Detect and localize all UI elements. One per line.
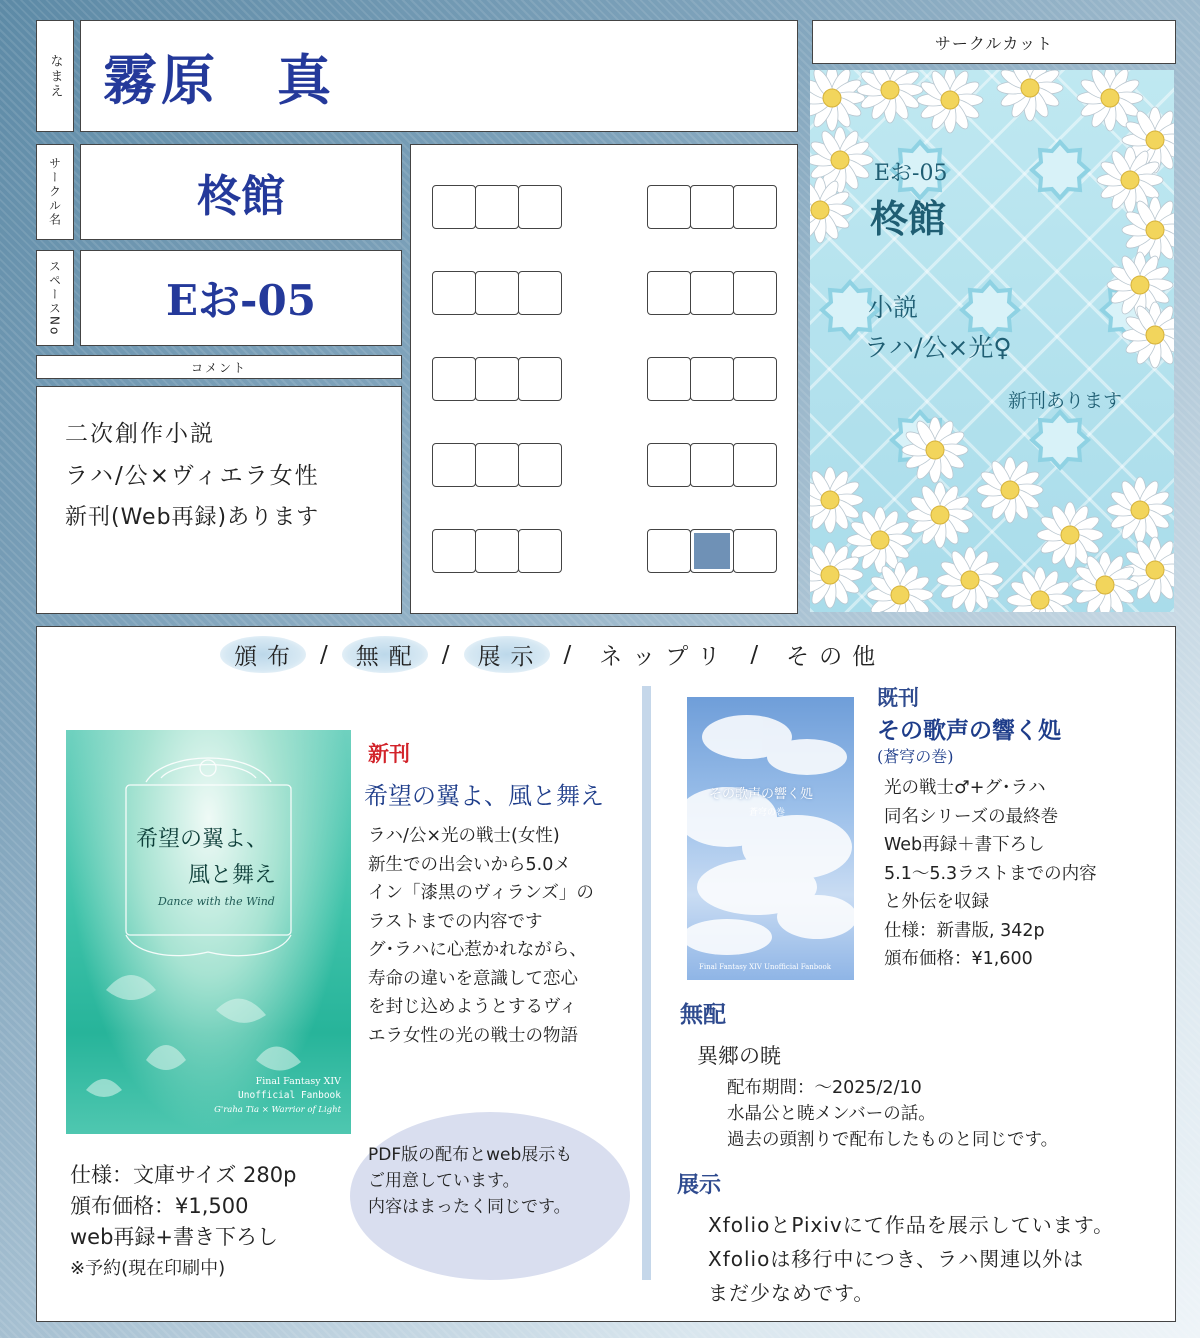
description-line: グ･ラハに心惹かれながら、 <box>368 940 587 960</box>
old-book-cover <box>687 697 854 980</box>
old-book-title: その歌声の響く処 <box>877 717 1061 744</box>
description-line: 頒布価格：¥1,600 <box>884 949 1033 969</box>
seat <box>647 185 691 229</box>
seat-highlighted <box>690 529 734 573</box>
note-line: PDF版の配布とweb展示も <box>368 1145 573 1165</box>
seat-block <box>432 529 561 573</box>
description-line: 同名シリーズの最終巻 <box>884 806 1059 827</box>
circle-box <box>80 144 402 240</box>
description-line: 新生での出会いから5.0メ <box>368 854 571 875</box>
seat <box>647 529 691 573</box>
description-line: 配布期間：～2025/2/10 <box>727 1078 922 1098</box>
seat <box>432 443 476 487</box>
note-line: ご用意しています。 <box>368 1171 520 1191</box>
seat <box>518 185 562 229</box>
seat-block <box>432 185 561 229</box>
cut-genre: 小説 <box>868 293 919 322</box>
new-book-specs <box>70 1160 296 1284</box>
comment-label: コメント <box>36 355 402 379</box>
seat <box>518 529 562 573</box>
seat-block <box>647 185 776 229</box>
seat <box>733 443 777 487</box>
spec-line: ※予約(現在印刷中) <box>70 1258 226 1279</box>
description-line: 水晶公と暁メンバーの話。 <box>727 1104 936 1124</box>
tab-separator: / <box>320 641 328 668</box>
space-label: スペースNo <box>36 250 74 346</box>
cover-credit: Final Fantasy XIV <box>255 1076 341 1087</box>
seat-block <box>432 357 561 401</box>
cover-title-1: 希望の翼よ、 <box>136 827 269 852</box>
old-book-tag: 既刊 <box>877 685 919 710</box>
description-line: Xfolioは移行中につき、ラハ関連以外は <box>708 1247 1085 1271</box>
old-book-description <box>884 774 1097 974</box>
seat <box>518 357 562 401</box>
free-description <box>727 1075 1058 1153</box>
cover-title-2: 風と舞え <box>188 863 277 888</box>
seat <box>518 443 562 487</box>
new-book-description <box>368 822 594 1050</box>
new-book-cover <box>66 730 351 1134</box>
cut-space: Eお-05 <box>874 161 948 186</box>
cover-credit: G'raha Tia × Warrior of Light <box>214 1105 341 1115</box>
comment-line: ラハ/公×ヴィエラ女性 <box>65 463 320 489</box>
description-line: ラストまでの内容です <box>368 911 543 932</box>
seat <box>647 443 691 487</box>
seat-block <box>647 443 776 487</box>
description-line: イン「漆黒のヴィランズ」の <box>368 883 594 903</box>
seat-block <box>647 271 776 315</box>
description-line: 仕様：新書版, 342p <box>884 920 1045 941</box>
display-description <box>708 1208 1114 1310</box>
description-line: まだ少なめです。 <box>708 1281 875 1305</box>
new-book-title: 希望の翼よ、風と舞え <box>364 782 604 810</box>
seat <box>475 271 519 315</box>
spec-line: web再録+書き下ろし <box>70 1225 279 1249</box>
pdf-note <box>368 1142 572 1220</box>
seat <box>647 271 691 315</box>
description-line: 寿命の違いを意識して恋心 <box>368 968 578 989</box>
seat <box>733 185 777 229</box>
seat <box>432 185 476 229</box>
seat-map <box>410 144 798 614</box>
spec-line: 頒布価格：¥1,500 <box>70 1194 249 1218</box>
seat <box>733 357 777 401</box>
seat <box>518 271 562 315</box>
tab-separator: / <box>750 641 759 668</box>
comment-box <box>36 386 402 614</box>
cover-ornament <box>66 730 351 1134</box>
seat <box>475 443 519 487</box>
seat <box>690 443 734 487</box>
tab-separator: / <box>441 641 450 668</box>
description-line: 過去の頭割りで配布したものと同じです。 <box>727 1130 1059 1150</box>
tab-netprint: ネップリ <box>599 644 731 670</box>
old-cover-title: その歌声の響く処 <box>709 787 814 802</box>
seat-block <box>647 357 776 401</box>
seat <box>475 185 519 229</box>
seat <box>432 271 476 315</box>
description-line: エラ女性の光の戦士の物語 <box>368 1025 578 1046</box>
tab-distribution: 頒布 <box>220 636 306 673</box>
description-line: ラハ/公×光の戦士(女性) <box>368 826 560 846</box>
tab-separator: / <box>563 641 572 668</box>
cut-pairing: ラハ/公×光♀ <box>864 333 1012 362</box>
seat-block <box>647 529 776 573</box>
space-box <box>80 250 402 346</box>
cover-credit: Unofficial Fanbook <box>238 1090 341 1101</box>
seat <box>647 357 691 401</box>
seat <box>733 271 777 315</box>
description-line: と外伝を収録 <box>884 892 989 912</box>
description-line: 光の戦士♂+グ･ラハ <box>884 778 1046 798</box>
seat <box>733 529 777 573</box>
seat <box>690 271 734 315</box>
comment-line: 新刊(Web再録)あります <box>65 505 320 530</box>
cut-circle: 柊館 <box>870 196 947 241</box>
old-cover-credit: Final Fantasy XIV Unofficial Fanbook <box>699 963 831 971</box>
note-line: 内容はまったく同じです。 <box>368 1197 571 1217</box>
spec-line: 仕様：文庫サイズ 280p <box>70 1163 297 1187</box>
comment-line: 二次創作小説 <box>65 421 215 447</box>
seat-block <box>432 443 561 487</box>
old-cover-subtitle: 蒼穹の巻 <box>749 808 786 818</box>
tab-display: 展示 <box>464 636 550 673</box>
cloud-illustration <box>687 697 854 980</box>
seat <box>432 529 476 573</box>
cover-subtitle: Dance with the Wind <box>158 895 275 908</box>
description-line: 5.1～5.3ラストまでの内容 <box>884 863 1097 884</box>
display-tag: 展示 <box>677 1172 722 1198</box>
seat <box>475 357 519 401</box>
old-book-subtitle: (蒼穹の巻) <box>877 747 954 766</box>
cut-note: 新刊あります <box>1008 390 1123 412</box>
column-divider <box>642 686 651 1280</box>
description-line: XfolioとPixivにて作品を展示しています。 <box>708 1213 1115 1237</box>
circle-label: サークル名 <box>36 144 74 240</box>
seat <box>690 185 734 229</box>
circle-value: 柊館 <box>197 171 285 222</box>
circle-cut-header: サークルカット <box>812 20 1176 64</box>
circle-cut <box>810 70 1174 612</box>
new-book-tag: 新刊 <box>368 742 410 766</box>
seat <box>432 357 476 401</box>
seat <box>690 357 734 401</box>
description-line: Web再録＋書下ろし <box>884 835 1045 855</box>
space-value: Eお-05 <box>166 276 316 325</box>
free-tag: 無配 <box>680 1001 726 1028</box>
tab-free: 無配 <box>342 636 428 673</box>
name-label: なまえ <box>36 20 74 132</box>
tab-other: その他 <box>786 644 886 670</box>
description-line: を封じ込めようとするヴィ <box>368 997 577 1017</box>
free-title: 異郷の暁 <box>697 1044 781 1068</box>
name-value: 霧原 真 <box>103 47 335 112</box>
category-tabs <box>220 636 891 673</box>
seat-block <box>432 271 561 315</box>
name-box <box>80 20 798 132</box>
seat <box>475 529 519 573</box>
